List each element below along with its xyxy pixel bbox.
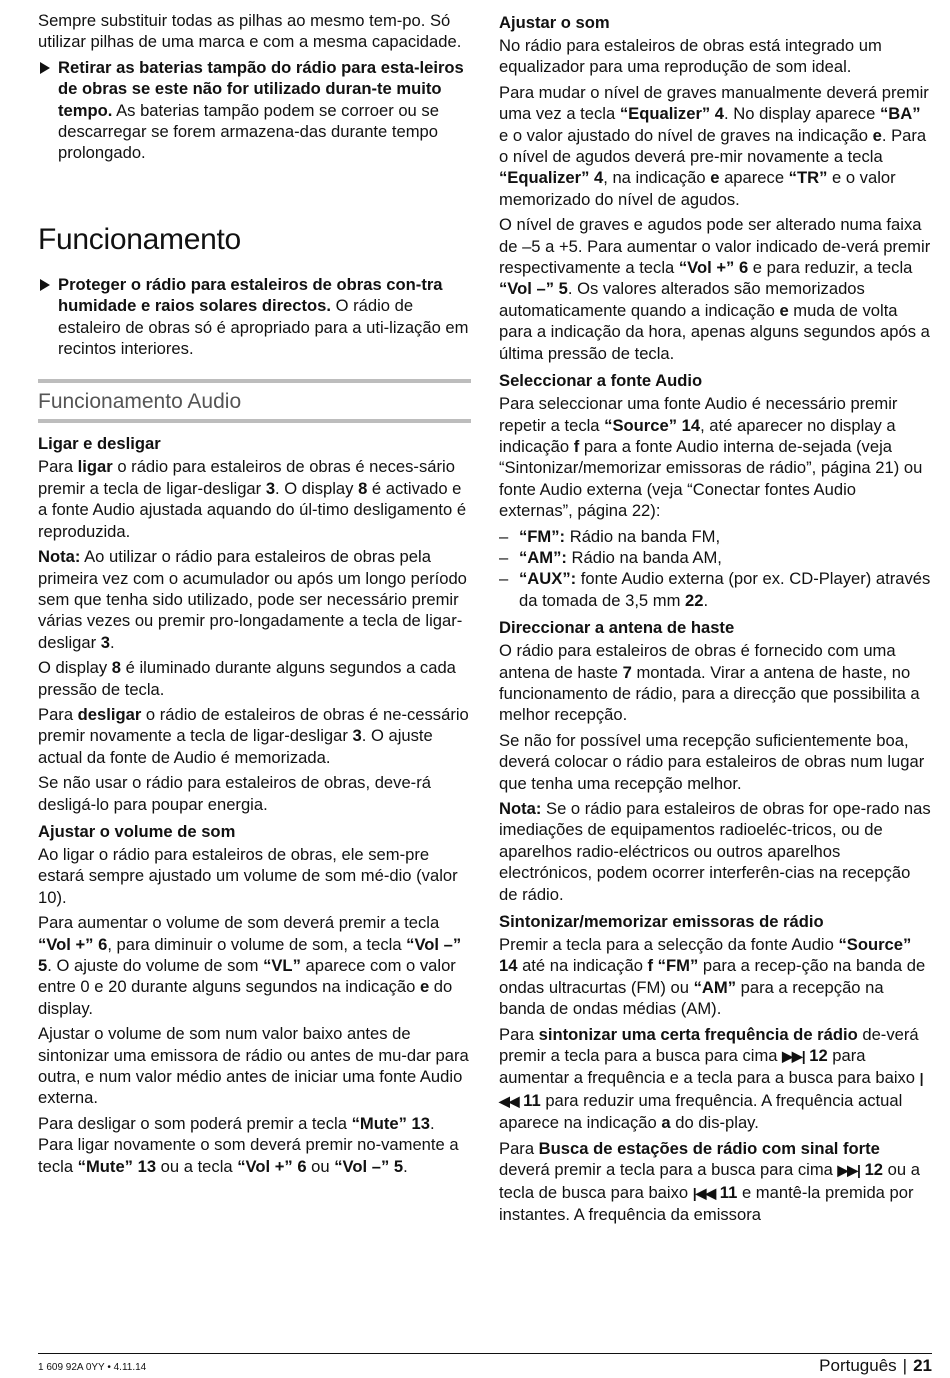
paragraph: Para seleccionar uma fonte Audio é necessário premir repetir a tecla “Source” 14, até aparecer no display a indicação f para a fonte Audio interna de-sejada (veja “Sintonizar/memorizar emissoras de rádio”, página 21) ou fonte Audio externa (veja “Conectar fontes Audio externas”, página 22): xyxy=(499,394,923,521)
seek-down-icon: |◀◀ xyxy=(499,1070,923,1109)
section-heading: Funcionamento Audio xyxy=(38,379,471,423)
paragraph: Para desligar o som poderá premir a tecla “Mute” 13. Para ligar novamente o som deverá premir no-vamente a tecla “Mute” 13 ou a tecla “Vol +” 6 ou “Vol –” 5. xyxy=(38,1113,459,1176)
seek-up-icon: ▶▶| xyxy=(782,1048,805,1065)
paragraph: No rádio para estaleiros de obras está integrado um equalizador para uma reprodução de som ideal. xyxy=(499,36,882,77)
paragraph: Se não for possível uma recepção suficientemente boa, deverá colocar o rádio para estaleiros de obras num lugar que tenha uma recepção melhor. xyxy=(499,730,925,793)
paragraph: Ao ligar o rádio para estaleiros de obras, ele sem-pre estará sempre ajustado um volume de som mé-dio (valor 10). xyxy=(38,844,458,907)
paragraph: O rádio para estaleiros de obras é fornecido com uma antena de haste 7 montada. Virar a antena de haste, no funcionamento de rádio, para a direcção que possibilita a melhor recepção. xyxy=(499,641,920,725)
list-item: – “AUX”: fonte Audio externa (por ex. CD-Player) através da tomada de 3,5 mm 22. xyxy=(499,568,932,611)
subheading: Direccionar a antena de haste xyxy=(499,618,735,638)
paragraph: Ajustar o volume de som num valor baixo antes de sintonizar uma emissora de rádio ou antes de mu-dar para outra, e num valor médio antes de iniciar uma fonte Audio externa. xyxy=(38,1024,469,1108)
subheading: Seleccionar a fonte Audio xyxy=(499,371,703,391)
paragraph: Para ligar o rádio para estaleiros de obras é neces-sário premir a tecla de ligar-desligar 3. O display 8 é activado e a fonte Audio ajustada aquando do úl-timo desligamento é reproduzida. xyxy=(38,457,467,541)
page-footer xyxy=(819,1356,932,1376)
right-column xyxy=(499,10,932,1229)
list-item: – “AM”: Rádio na banda AM, xyxy=(499,547,932,568)
subheading: Ajustar o som xyxy=(499,13,610,32)
left-column xyxy=(38,10,471,1181)
paragraph: Para Busca de estações de rádio com sinal forte deverá premir a tecla para a busca para cima ▶▶| 12 ou a tecla de busca para baixo |◀◀ 11 e mantê-la premida por instantes. A frequência da emissora xyxy=(499,1138,920,1224)
subheading: Sintonizar/memorizar emissoras de rádio xyxy=(499,912,824,932)
seek-down-icon: |◀◀ xyxy=(692,1184,716,1201)
subheading: Ligar e desligar xyxy=(38,434,161,454)
paragraph: O display 8 é iluminado durante alguns segundos a cada pressão de tecla. xyxy=(38,658,456,699)
paragraph: Para desligar o rádio de estaleiros de obras é ne-cessário premir novamente a tecla de ligar-desligar 3. O ajuste actual da fonte de Audio é memorizada. xyxy=(38,704,469,767)
list-item: – “FM”: Rádio na banda FM, xyxy=(499,526,932,547)
paragraph: Premir a tecla para a selecção da fonte Audio “Source” 14 até na indicação f “FM” para a recep-ção na banda de ondas ultracurtas (FM) ou “AM” para a recepção na banda de ondas médias (AM). xyxy=(499,935,926,1019)
paragraph: Sempre substituir todas as pilhas ao mesmo tem-po. Só utilizar pilhas de uma marca e com a mesma capacidade. xyxy=(38,11,462,52)
paragraph: O nível de graves e agudos pode ser alterado numa faixa de –5 a +5. Para aumentar o valor indicado de-verá premir respectivamente a tecla “Vol +” 6 e para reduzir, a tecla “Vol –” 5. Os valores alterados são memorizados automaticamente quando a indicação e muda de volta para a indicação da hora, apenas alguns segundos após a última pressão de tecla. xyxy=(499,215,931,363)
paragraph: Para mudar o nível de graves manualmente deverá premir uma vez a tecla “Equalizer” 4. No display aparece “BA” e o valor ajustado do nível de graves na indicação e. Para o nível de agudos deverá pre-mir novamente a tecla “Equalizer” 4, na indicação e aparece “TR” e o valor memorizado do nível de agudos. xyxy=(499,82,929,209)
footer-divider xyxy=(38,1353,932,1354)
footer-separator: | xyxy=(902,1356,908,1375)
subheading: Ajustar o volume de som xyxy=(38,821,236,841)
bullet-paragraph: Retirar as baterias tampão do rádio para esta-leiros de obras se este não for utilizado duran-te muito tempo. As baterias tampão podem se corroer ou se descarregar se forem armazena-das durante tempo prolongado. xyxy=(38,57,471,164)
document-code: 1 609 92A 0YY • 4.11.14 xyxy=(38,1362,147,1373)
seek-up-icon: ▶▶| xyxy=(837,1162,860,1179)
bullet-paragraph: Proteger o rádio para estaleiros de obras con-tra humidade e raios solares directos. O rádio de estaleiro de obras só é apropriado para a uti-lização em recintos interiores. xyxy=(38,274,471,360)
paragraph: Para aumentar o volume de som deverá premir a tecla “Vol +” 6, para diminuir o volume de som, a tecla “Vol –” 5. O ajuste do volume de som “VL” aparece com o valor entre 0 e 20 durante alguns segundos na indicação e do display. xyxy=(38,913,462,1018)
note-paragraph: Nota: Se o rádio para estaleiros de obras for ope-rado nas imediações de equipamentos radioeléc-tricos, ou de aparelhos radio-eléctricos ou outros aparelhos electrónicos, podem ocorrer interferên-cias na recepção de rádio. xyxy=(499,799,931,904)
chapter-heading: Funcionamento xyxy=(38,222,241,256)
page-number: 21 xyxy=(913,1356,932,1375)
paragraph: Se não usar o rádio para estaleiros de obras, deve-rá desligá-lo para poupar energia. xyxy=(38,773,431,814)
footer-language: Português xyxy=(819,1356,897,1375)
note-paragraph: Nota: Ao utilizar o rádio para estaleiros de obras pela primeira vez com o acumulador ou após um longo período sem que tenha sido utilizado, pode ser necessário premir várias vezes ou premir pro-longadamente a tecla de ligar-desligar 3. xyxy=(38,547,467,652)
paragraph: Para sintonizar uma certa frequência de rádio de-verá premir a tecla para a busca para cima ▶▶| 12 para aumentar a frequência e a tecla para a busca para baixo |◀◀ 11 para reduzir uma frequência. A frequência actual aparece na indicação a do dis-play. xyxy=(499,1024,923,1133)
